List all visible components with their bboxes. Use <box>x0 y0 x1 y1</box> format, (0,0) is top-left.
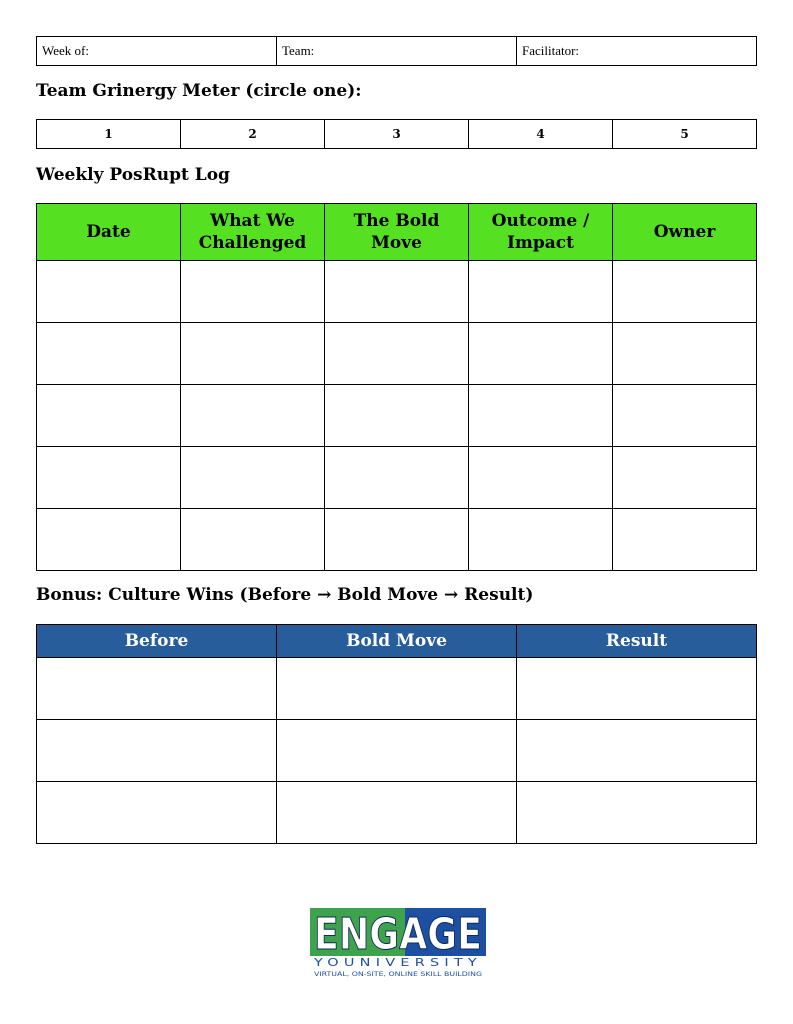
team-field[interactable]: Team: <box>277 37 517 66</box>
log-cell[interactable] <box>469 385 613 447</box>
log-row <box>37 447 757 509</box>
log-cell[interactable] <box>613 261 757 323</box>
bonus-cell[interactable] <box>277 782 517 844</box>
log-row <box>37 385 757 447</box>
log-cell[interactable] <box>613 323 757 385</box>
bonus-cell[interactable] <box>277 658 517 720</box>
posrupt-log-table <box>36 203 757 571</box>
facilitator-field[interactable]: Facilitator: <box>517 37 757 66</box>
meter-option-3[interactable]: 3 <box>325 120 469 149</box>
meter-option-4[interactable]: 4 <box>469 120 613 149</box>
log-cell[interactable] <box>469 323 613 385</box>
grinergy-meter-heading: Team Grinergy Meter (circle one): <box>36 81 362 101</box>
col-result: Result <box>517 625 757 658</box>
log-cell[interactable] <box>325 447 469 509</box>
log-row <box>37 261 757 323</box>
bonus-cell[interactable] <box>277 720 517 782</box>
bonus-header-row <box>37 625 757 658</box>
posrupt-log-heading: Weekly PosRupt Log <box>36 165 230 185</box>
bonus-body <box>37 658 757 844</box>
log-cell[interactable] <box>37 261 181 323</box>
col-what-we-challenged: What We Challenged <box>181 204 325 261</box>
log-cell[interactable] <box>613 385 757 447</box>
grinergy-meter-table <box>36 119 757 149</box>
bonus-cell[interactable] <box>517 720 757 782</box>
log-row <box>37 509 757 571</box>
bonus-cell[interactable] <box>517 782 757 844</box>
log-cell[interactable] <box>37 323 181 385</box>
log-cell[interactable] <box>469 509 613 571</box>
col-bold-move: The Bold Move <box>325 204 469 261</box>
log-cell[interactable] <box>613 509 757 571</box>
bonus-cell[interactable] <box>37 782 277 844</box>
logo-wordmark: ENGAGE <box>314 909 482 960</box>
log-cell[interactable] <box>469 447 613 509</box>
log-cell[interactable] <box>469 261 613 323</box>
log-row <box>37 323 757 385</box>
meter-option-5[interactable]: 5 <box>613 120 757 149</box>
log-cell[interactable] <box>181 385 325 447</box>
bonus-row <box>37 782 757 844</box>
bonus-row <box>37 720 757 782</box>
logo-tagline: VIRTUAL, ON-SITE, ONLINE SKILL BUILDING <box>314 970 482 978</box>
log-cell[interactable] <box>37 509 181 571</box>
log-cell[interactable] <box>613 447 757 509</box>
culture-wins-table <box>36 624 757 844</box>
bonus-cell[interactable] <box>517 658 757 720</box>
log-cell[interactable] <box>181 447 325 509</box>
log-cell[interactable] <box>325 323 469 385</box>
culture-wins-heading: Bonus: Culture Wins (Before → Bold Move → Result) <box>36 585 534 605</box>
meter-option-1[interactable]: 1 <box>37 120 181 149</box>
header-info-table <box>36 36 757 66</box>
log-cell[interactable] <box>181 323 325 385</box>
log-cell[interactable] <box>37 385 181 447</box>
logo-subtitle: YOUNIVERSITY <box>312 956 482 969</box>
col-date: Date <box>37 204 181 261</box>
bonus-cell[interactable] <box>37 658 277 720</box>
engage-youniversity-logo <box>306 905 490 980</box>
log-cell[interactable] <box>181 509 325 571</box>
bonus-cell[interactable] <box>37 720 277 782</box>
log-cell[interactable] <box>325 509 469 571</box>
col-outcome-impact: Outcome / Impact <box>469 204 613 261</box>
log-header-row <box>37 204 757 261</box>
bonus-row <box>37 658 757 720</box>
col-before: Before <box>37 625 277 658</box>
log-cell[interactable] <box>325 385 469 447</box>
col-owner: Owner <box>613 204 757 261</box>
log-body <box>37 261 757 571</box>
meter-option-2[interactable]: 2 <box>181 120 325 149</box>
week-of-field[interactable]: Week of: <box>37 37 277 66</box>
log-cell[interactable] <box>325 261 469 323</box>
log-cell[interactable] <box>181 261 325 323</box>
log-cell[interactable] <box>37 447 181 509</box>
col-bonus-bold-move: Bold Move <box>277 625 517 658</box>
